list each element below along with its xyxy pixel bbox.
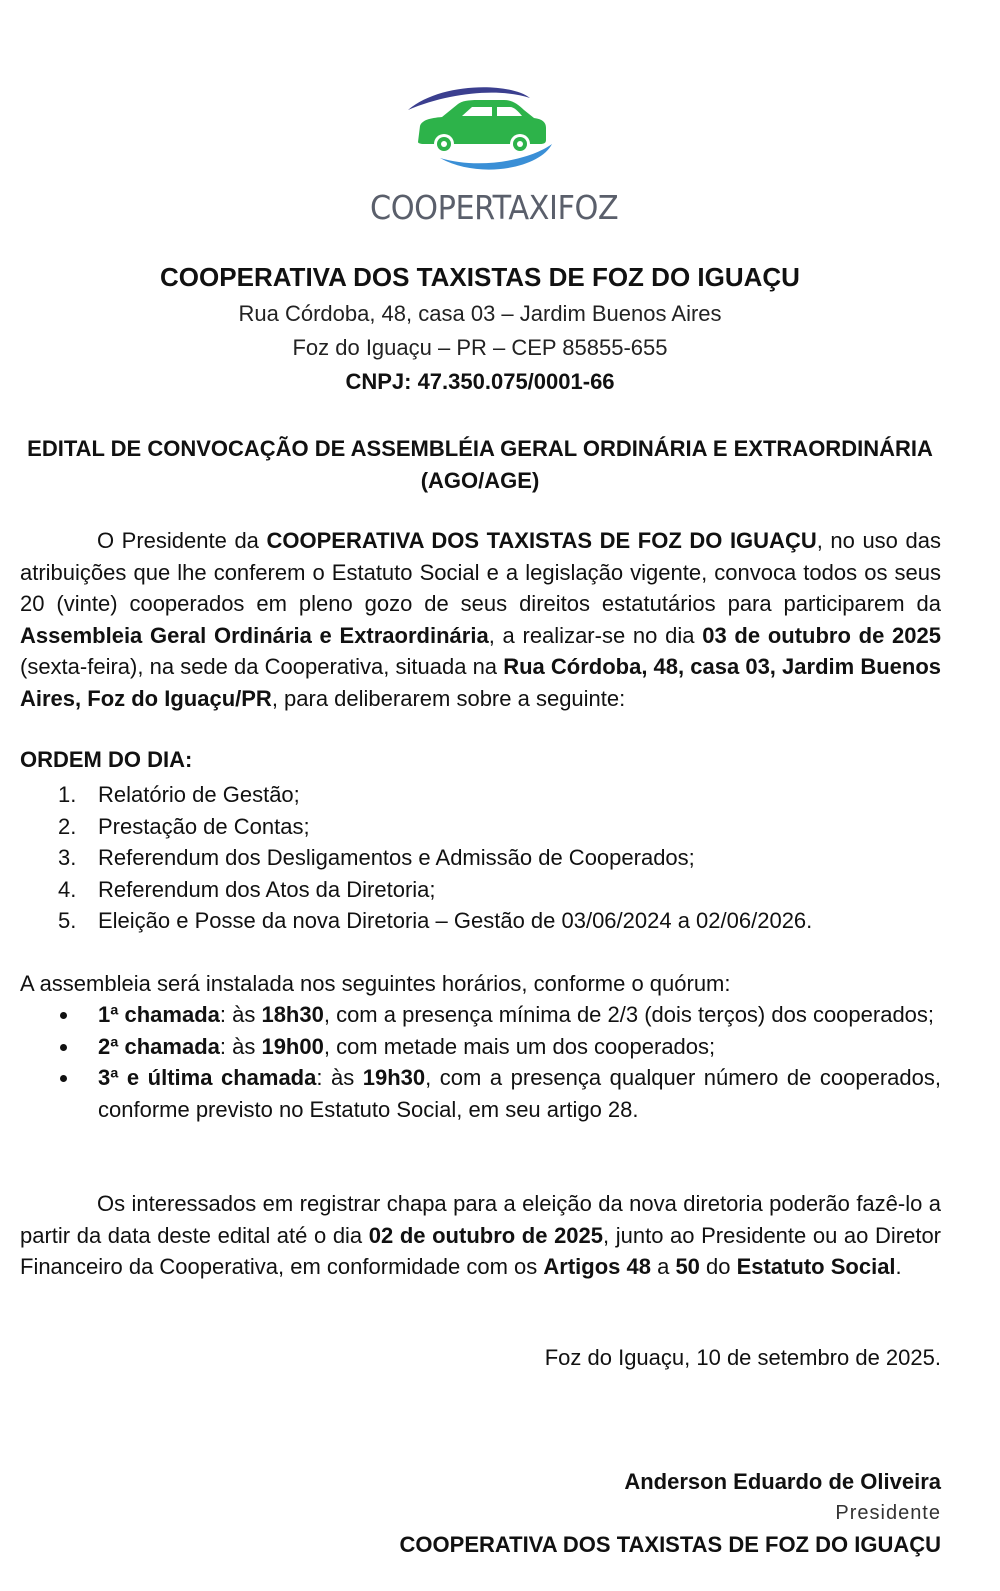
text-run: , com a presença qualquer número de cooperados, conforme previsto no Estatuto Social, em seu artigo 28. bbox=[98, 1065, 942, 1122]
bullet-icon bbox=[60, 1012, 67, 1019]
item-text: Referendum dos Atos da Diretoria; bbox=[98, 876, 436, 902]
bold-run: 02 de outubro de 2025 bbox=[368, 1222, 604, 1248]
text-run: O Presidente da bbox=[97, 528, 267, 553]
slate-registration-paragraph bbox=[20, 1188, 941, 1283]
signatory-name: Anderson Eduardo de Oliveira bbox=[624, 1469, 941, 1494]
document-date: Foz do Iguaçu, 10 de setembro de 2025. bbox=[544, 1345, 941, 1370]
address-line-2: Foz do Iguaçu – PR – CEP 85855-655 bbox=[292, 335, 668, 360]
signatory-role: Presidente bbox=[835, 1502, 941, 1524]
text-run: , com a presença mínima de 2/3 (dois terços) dos cooperados; bbox=[323, 1002, 935, 1027]
edital-title-line-1: EDITAL DE CONVOCAÇÃO DE ASSEMBLÉIA GERAL ORDINÁRIA E EXTRAORDINÁRIA bbox=[27, 436, 933, 461]
bold-run: Assembleia Geral Ordinária e Extraordinária bbox=[20, 622, 489, 648]
list-item bbox=[20, 905, 941, 937]
text-run: a bbox=[650, 1254, 676, 1280]
item-text: Eleição e Posse da nova Diretoria – Gestão de 03/06/2024 a 02/06/2026. bbox=[98, 908, 813, 934]
taxi-car-icon bbox=[400, 80, 570, 180]
bold-run: 18h30 bbox=[261, 1002, 324, 1027]
list-item bbox=[20, 999, 941, 1031]
agenda-list bbox=[20, 779, 941, 937]
item-text: Relatório de Gestão; bbox=[98, 782, 300, 807]
call-times-list bbox=[20, 999, 941, 1125]
bold-run: 2ª chamada bbox=[98, 1033, 220, 1059]
text-run: , com metade mais um dos cooperados; bbox=[323, 1033, 716, 1059]
edital-title-line-2: (AGO/AGE) bbox=[420, 468, 540, 493]
text-run: , para deliberarem sobre a seguinte: bbox=[271, 685, 626, 711]
bold-run: 3ª e última chamada bbox=[98, 1065, 317, 1091]
item-number: 2. bbox=[58, 813, 77, 839]
agenda-title: ORDEM DO DIA: bbox=[20, 747, 193, 772]
text-run: , a realizar-se no dia bbox=[488, 622, 703, 648]
bold-run: 1ª chamada bbox=[98, 1002, 220, 1027]
bold-run: COOPERATIVA DOS TAXISTAS DE FOZ DO IGUAÇU bbox=[266, 528, 817, 553]
signatory-org: COOPERATIVA DOS TAXISTAS DE FOZ DO IGUAÇU bbox=[399, 1532, 941, 1557]
bold-run: Estatuto Social bbox=[736, 1254, 896, 1280]
org-title: COOPERATIVA DOS TAXISTAS DE FOZ DO IGUAÇU bbox=[160, 262, 800, 292]
text-run: , no uso das atribuições que lhe conferem o Estatuto Social e a legislação vigente, convoca todos os seus 20 (vinte) cooperados em pleno gozo de seus direitos estatutários para participarem da bbox=[20, 528, 941, 617]
convocation-paragraph bbox=[20, 525, 941, 715]
text-run: : às bbox=[219, 1002, 262, 1027]
list-item bbox=[20, 811, 941, 843]
text-run: , junto ao Presidente ou ao Diretor Financeiro da Cooperativa, em conformidade com os bbox=[20, 1222, 942, 1280]
bullet-icon bbox=[60, 1075, 67, 1082]
text-run: : às bbox=[219, 1033, 262, 1059]
item-text: Referendum dos Desligamentos e Admissão de Cooperados; bbox=[98, 845, 695, 871]
list-item bbox=[20, 1031, 941, 1063]
item-number: 3. bbox=[58, 845, 77, 871]
item-number: 5. bbox=[58, 908, 77, 934]
item-text: Prestação de Contas; bbox=[98, 813, 310, 839]
item-number: 1. bbox=[58, 782, 77, 807]
bold-run: 19h00 bbox=[261, 1033, 324, 1059]
bold-run: 03 de outubro de 2025 bbox=[702, 622, 941, 648]
text-run: Os interessados em registrar chapa para a eleição da nova diretoria poderão fazê-lo a partir da data deste edital até o dia bbox=[20, 1191, 941, 1248]
bullet-icon bbox=[60, 1044, 67, 1051]
cooperative-logo bbox=[360, 80, 619, 230]
list-item bbox=[20, 779, 941, 811]
address-line-1: Rua Córdoba, 48, casa 03 – Jardim Buenos Aires bbox=[238, 301, 722, 326]
text-run: do bbox=[699, 1254, 737, 1280]
list-item bbox=[20, 1062, 941, 1125]
text-run: : às bbox=[316, 1065, 363, 1091]
bold-run: 50 bbox=[675, 1254, 700, 1280]
logo-wordmark: COOPERTAXIFOZ bbox=[370, 188, 619, 227]
text-run: . bbox=[895, 1254, 902, 1280]
cnpj: CNPJ: 47.350.075/0001-66 bbox=[345, 369, 615, 394]
bold-run: Rua Córdoba, 48, casa 03, Jardim Buenos Aires, Foz do Iguaçu/PR bbox=[20, 654, 942, 711]
bold-run: 19h30 bbox=[362, 1065, 426, 1091]
item-number: 4. bbox=[58, 876, 77, 902]
bold-run: Artigos 48 bbox=[543, 1254, 651, 1280]
edital-title bbox=[20, 433, 940, 497]
installation-intro: A assembleia será instalada nos seguintes horários, conforme o quórum: bbox=[20, 971, 731, 996]
text-run: (sexta-feira), na sede da Cooperativa, situada na bbox=[20, 654, 504, 680]
list-item bbox=[20, 842, 941, 874]
list-item bbox=[20, 874, 941, 906]
